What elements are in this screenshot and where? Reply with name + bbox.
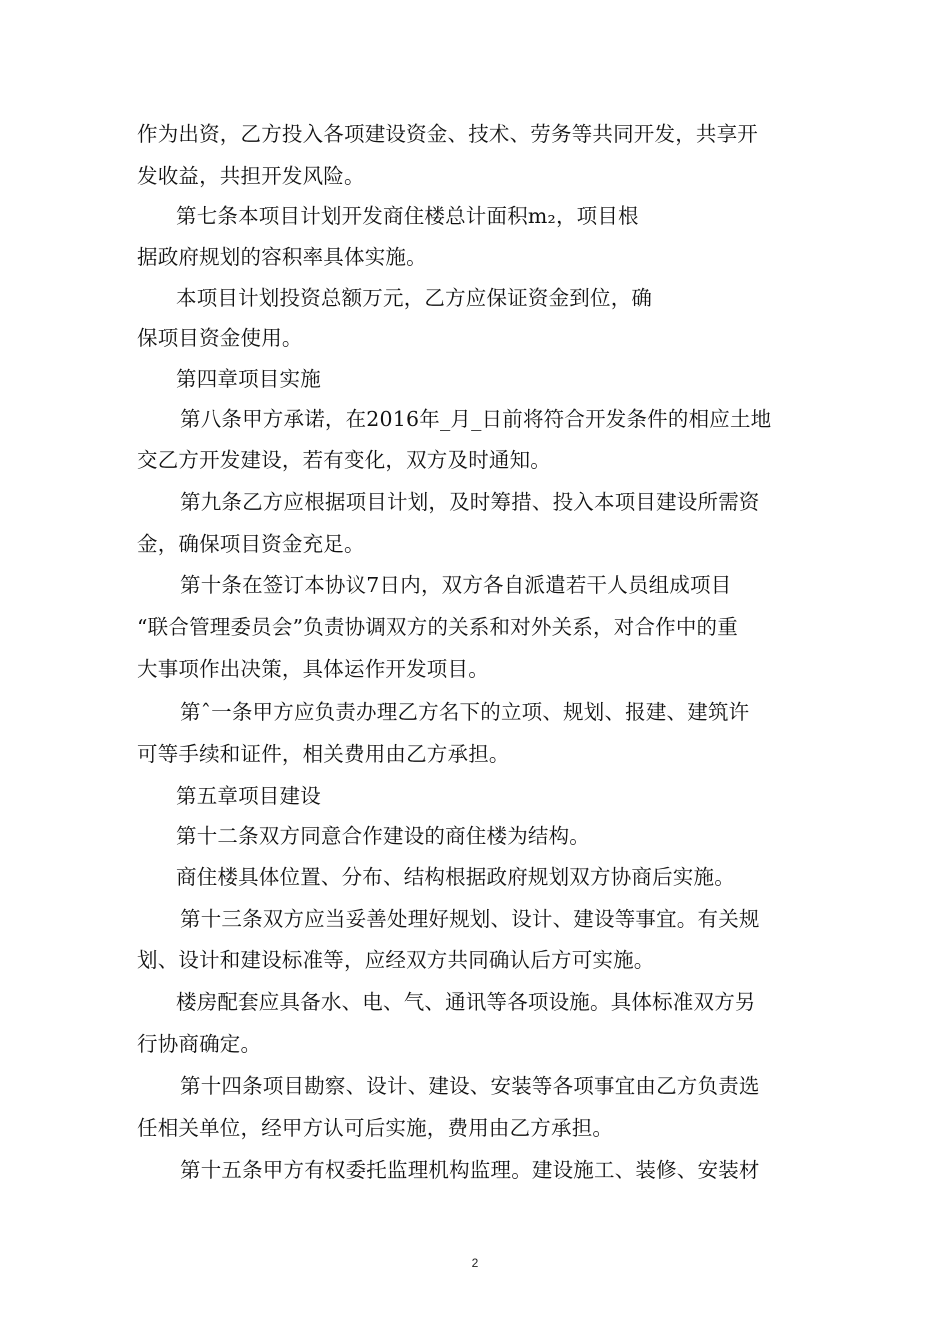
text-line: “联合管理委员会”负责协调双方的关系和对外关系，对合作中的重	[137, 615, 738, 639]
text-line: 第七条本项目计划开发商住楼总计面积m₂，项目根	[176, 204, 639, 228]
text-line: 大事项作出决策，具体运作开发项目。	[137, 657, 489, 681]
text-line: 保项目资金使用。	[137, 326, 303, 350]
text-line: 第十二条双方同意合作建设的商住楼为结构。	[176, 824, 590, 848]
text-line: 本项目计划投资总额万元，乙方应保证资金到位，确	[176, 286, 653, 310]
text-line: 楼房配套应具备水、电、气、通讯等各项设施。具体标准双方另	[176, 990, 756, 1014]
text-line: 行协商确定。	[137, 1032, 262, 1056]
text-line: 发收益，共担开发风险。	[137, 164, 365, 188]
text-line: 第十条在签订本协议7日内，双方各自派遣若干人员组成项目	[180, 573, 732, 597]
text-line: 第十五条甲方有权委托监理机构监理。建设施工、装修、安装材	[180, 1158, 760, 1182]
text-line: 第ˆ一条甲方应负责办理乙方名下的立项、规划、报建、建筑许	[180, 700, 750, 724]
text-line: 金，确保项目资金充足。	[137, 532, 365, 556]
text-line: 第八条甲方承诺，在2016年_月_日前将符合开发条件的相应土地	[180, 407, 772, 431]
text-line: 作为出资，乙方投入各项建设资金、技术、劳务等共同开发，共享开	[137, 122, 758, 146]
text-line: 任相关单位，经甲方认可后实施，费用由乙方承担。	[137, 1116, 614, 1140]
page-number: 2	[471, 1256, 479, 1270]
chapter-heading: 第四章项目实施	[176, 367, 321, 391]
text-line: 据政府规划的容积率具体实施。	[137, 245, 427, 269]
text-line: 商住楼具体位置、分布、结构根据政府规划双方协商后实施。	[176, 865, 735, 889]
text-line: 第九条乙方应根据项目计划，及时筹措、投入本项目建设所需资	[180, 490, 760, 514]
text-line: 划、设计和建设标准等，应经双方共同确认后方可实施。	[137, 948, 655, 972]
text-line: 交乙方开发建设，若有变化，双方及时通知。	[137, 448, 551, 472]
text-line: 第十三条双方应当妥善处理好规划、设计、建设等事宜。有关规	[180, 907, 760, 931]
text-line: 可等手续和证件，相关费用由乙方承担。	[137, 742, 510, 766]
text-line: 第十四条项目勘察、设计、建设、安装等各项事宜由乙方负责选	[180, 1074, 760, 1098]
chapter-heading: 第五章项目建设	[176, 784, 321, 808]
